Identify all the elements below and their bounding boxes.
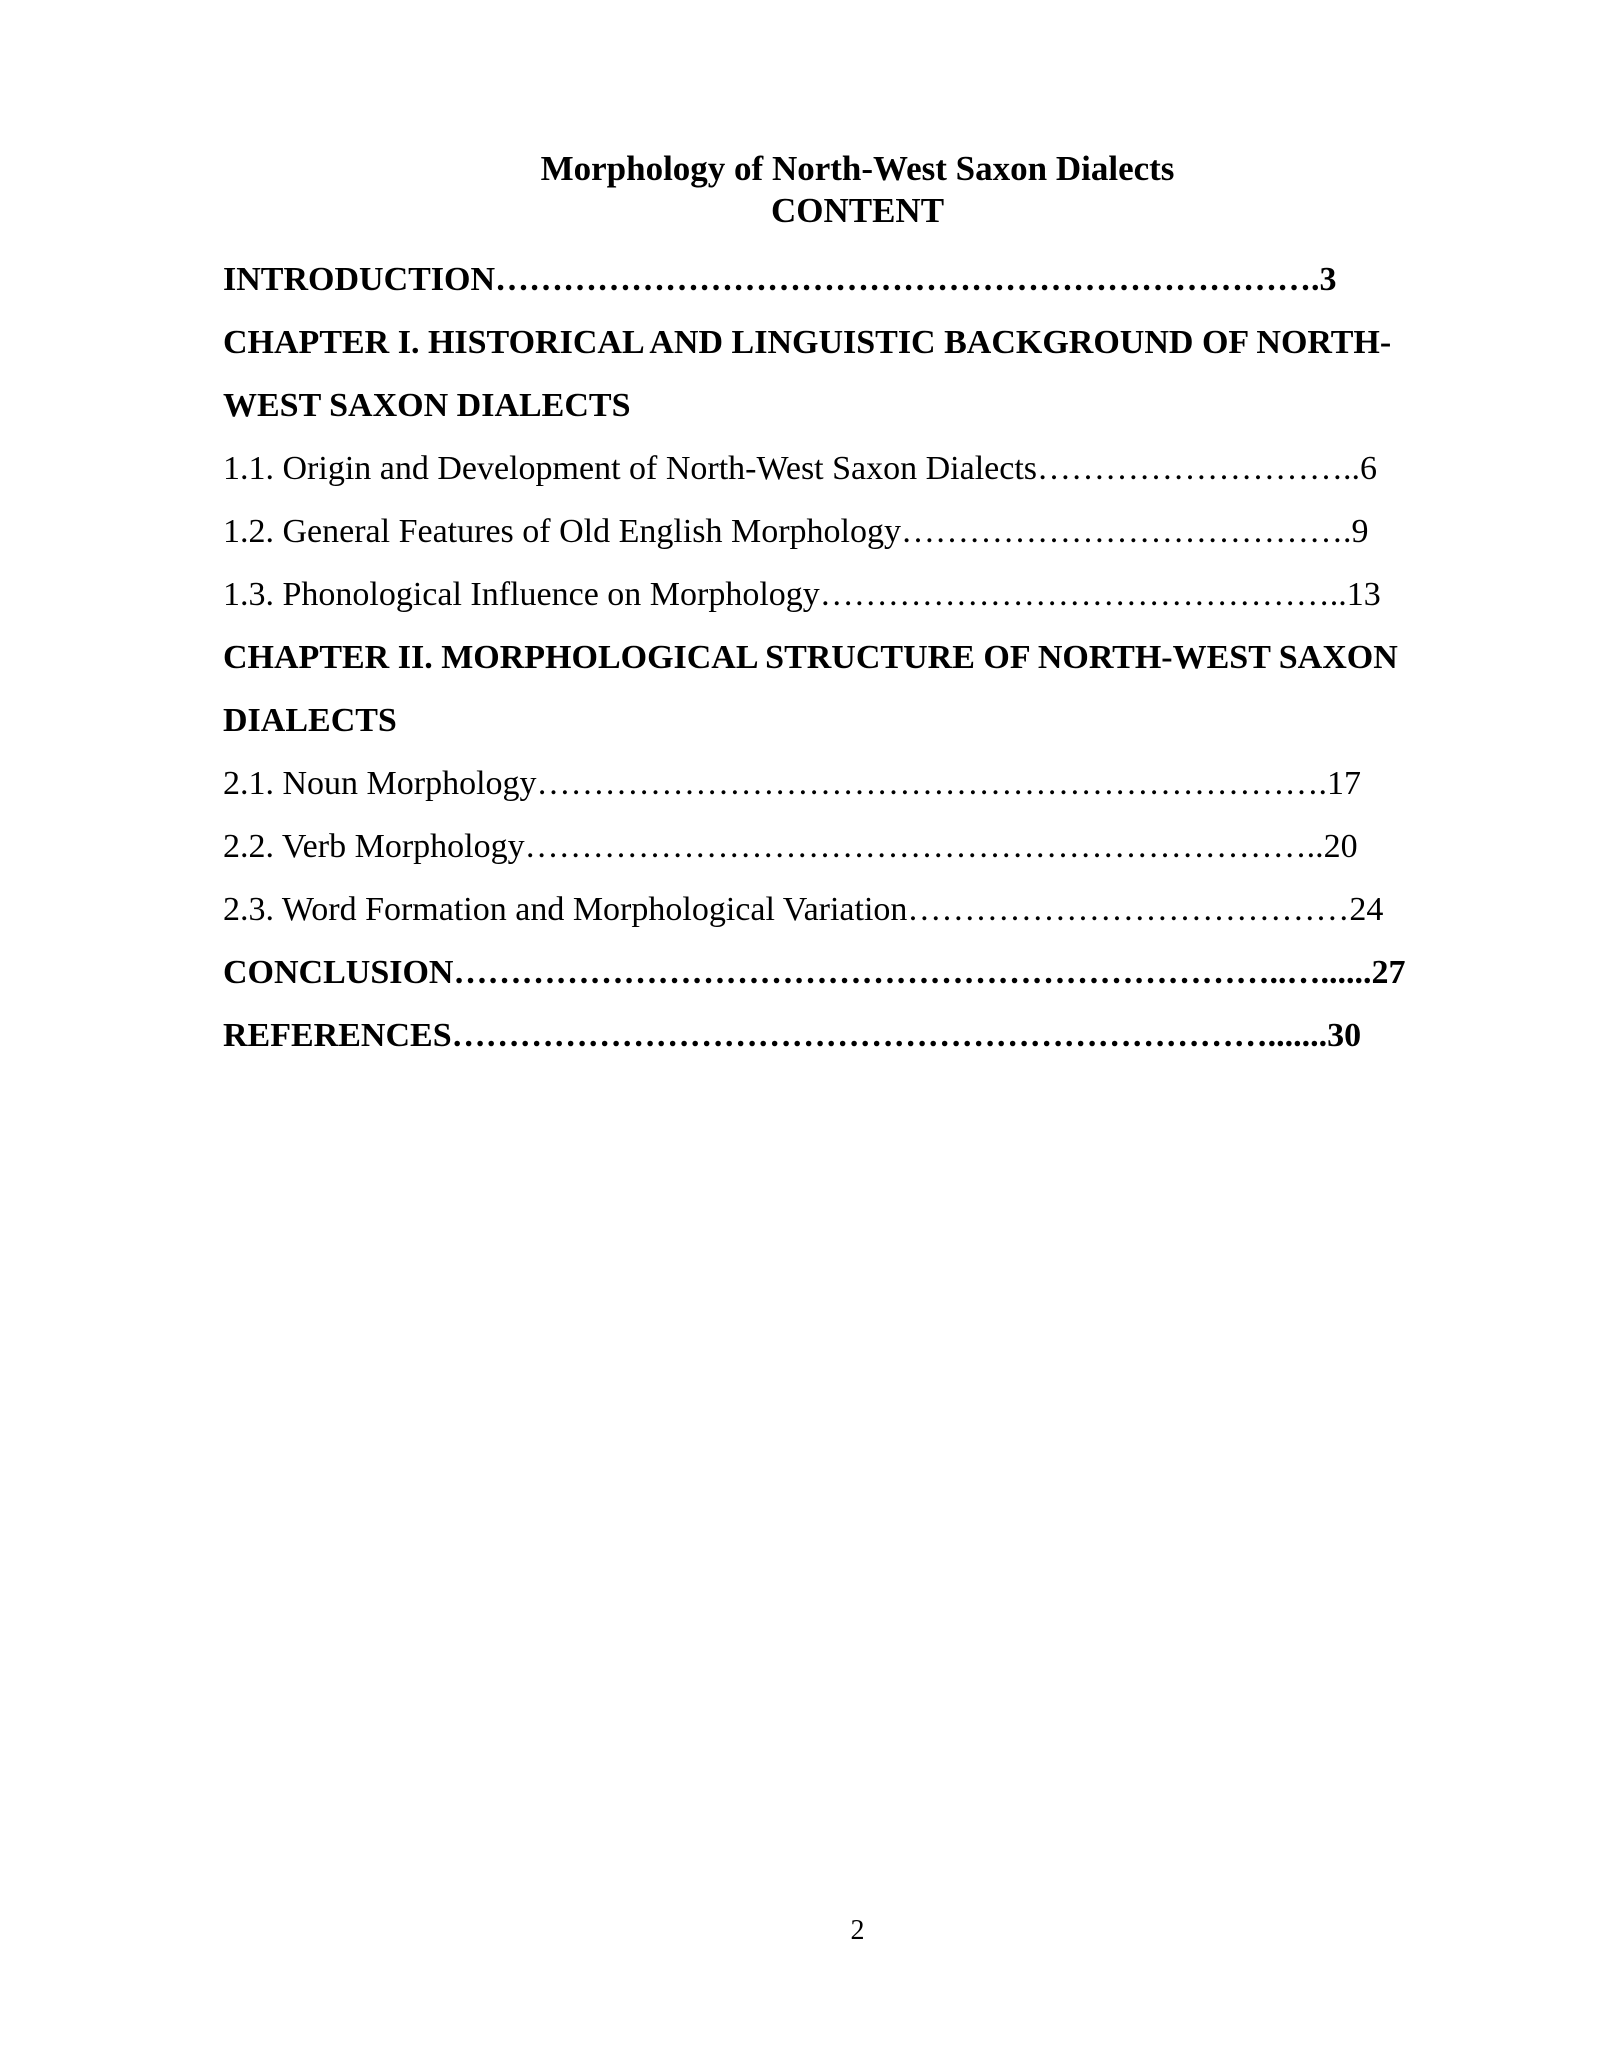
content-heading: CONTENT [770,191,945,230]
toc-entry-2-2: 2.2. Verb Morphology……………………………………………………………..20 [223,828,1358,865]
toc-entry-chapter-1-line-2: WEST SAXON DIALECTS [223,387,631,424]
toc-entry-conclusion: CONCLUSION………………………………………………………………..…......27 [223,954,1406,991]
toc-entry-2-1: 2.1. Noun Morphology…………………………………………………………….17 [223,765,1362,802]
toc-entry-introduction: INTRODUCTION……………………………………………………………….3 [223,261,1337,298]
toc-entry-chapter-2-line-2: DIALECTS [223,702,397,739]
toc-entry-chapter-1-line-1: CHAPTER I. HISTORICAL AND LINGUISTIC BACKGROUND OF NORTH- [223,324,1392,361]
toc-entry-chapter-2-line-1: CHAPTER II. MORPHOLOGICAL STRUCTURE OF NORTH-WEST SAXON [223,639,1398,676]
toc-entry-1-2: 1.2. General Features of Old English Morphology………………………………….9 [223,513,1369,550]
toc-entry-references: REFERENCES……………………………………………………………….......30 [223,1017,1362,1054]
page-number: 2 [850,1915,865,1946]
toc-entry-2-3: 2.3. Word Formation and Morphological Variation…………………………………24 [223,891,1384,928]
table-of-contents [223,248,1513,1067]
document-title: Morphology of North-West Saxon Dialects [540,149,1175,188]
toc-entry-1-3: 1.3. Phonological Influence on Morphology………………………………………..13 [223,576,1381,613]
toc-entry-1-1: 1.1. Origin and Development of North-West Saxon Dialects………………………..6 [223,450,1378,487]
